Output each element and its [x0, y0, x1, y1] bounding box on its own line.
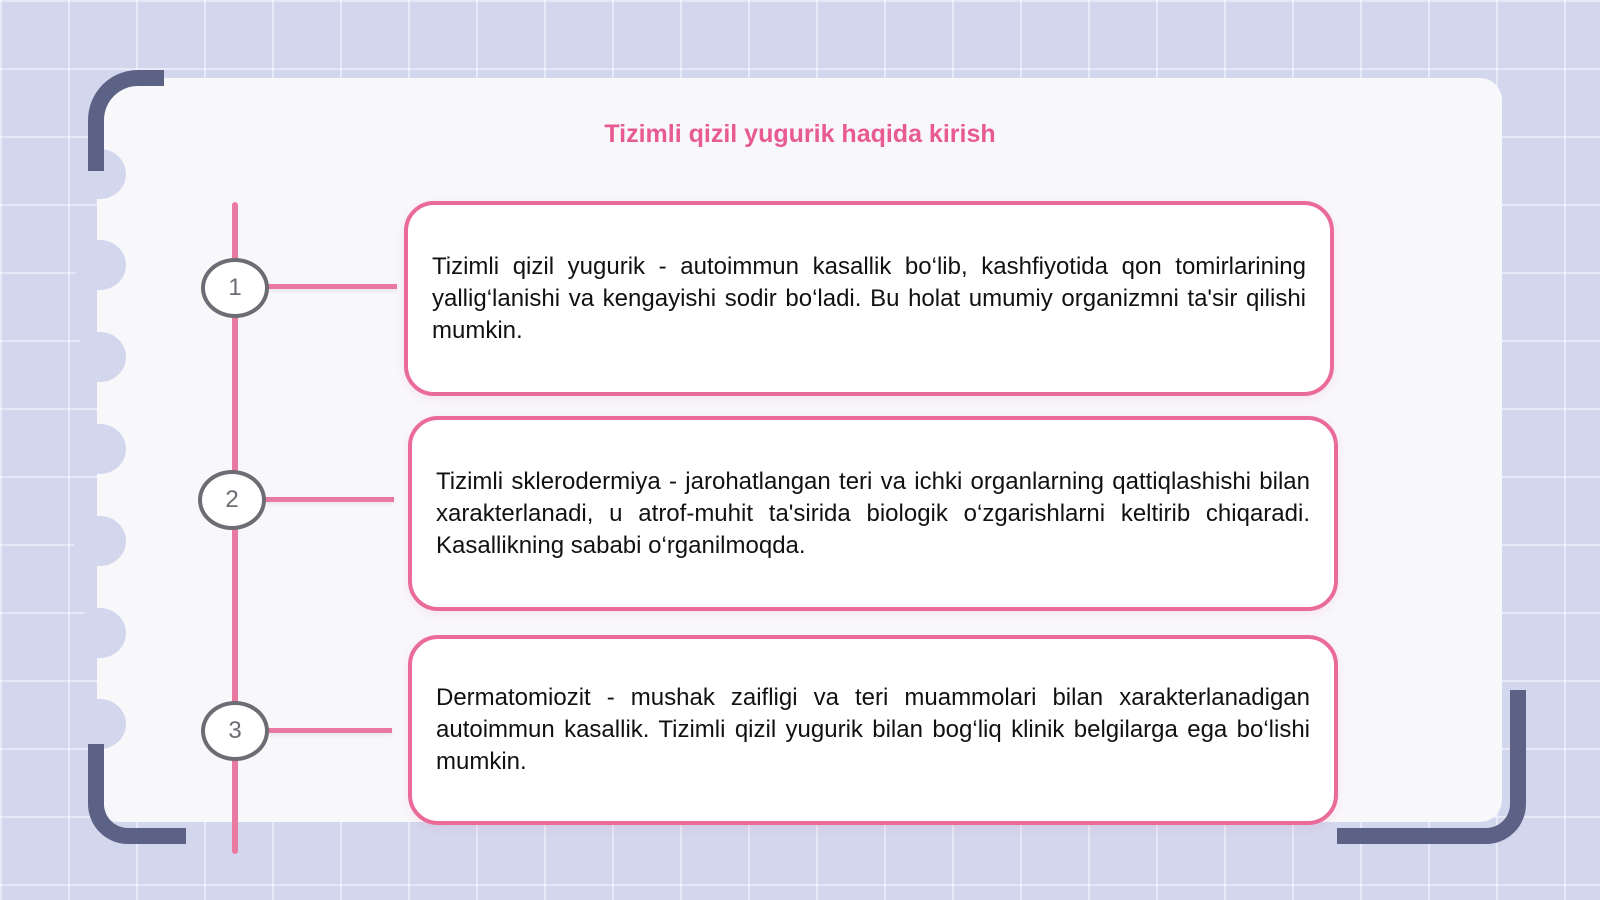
notebook-hole [74, 332, 126, 382]
timeline-connector [266, 284, 397, 289]
info-card-3 [408, 635, 1338, 825]
card-text: Tizimli sklerodermiya - jarohatlangan teri va ichki organlarning qattiqlashishi bilan xarakterlanadi, u atrof-muhit ta'sirida biologik o‘zgarishlarni keltirib chiqaradi. Kasallikning sababi o‘rganilmoqda. [436, 467, 1310, 559]
info-card-2 [408, 416, 1338, 611]
notebook-hole [74, 424, 126, 474]
notebook-hole [74, 608, 126, 658]
corner-bracket-bottom-left [88, 744, 186, 844]
notebook-hole [74, 240, 126, 290]
card-text: Dermatomiozit - mushak zaifligi va teri muammolari bilan xarakterlanadigan autoimmun kasallik. Tizimli qizil yugurik bilan bog‘liq klinik belgilarga ega bo‘lishi mumkin. [436, 684, 1310, 775]
timeline-connector [266, 728, 392, 733]
notebook-hole [74, 516, 126, 566]
step-marker-1 [201, 258, 269, 318]
info-card-1 [404, 201, 1334, 396]
step-number: 1 [228, 274, 242, 301]
notebook-hole [74, 699, 126, 749]
timeline-connector [263, 497, 394, 502]
step-number: 2 [225, 486, 239, 513]
slide-title: Tizimli qizil yugurik haqida kirish [604, 120, 996, 148]
step-marker-3 [201, 701, 269, 761]
step-number: 3 [228, 717, 242, 744]
step-marker-2 [198, 470, 266, 530]
corner-bracket-bottom-right [1337, 690, 1526, 844]
card-text: Tizimli qizil yugurik - autoimmun kasallik bo‘lib, kashfiyotida qon tomirlarining yallig‘lanishi va kengayishi sodir bo‘ladi. Bu holat umumiy organizmni ta'sir qilishi mumkin. [432, 252, 1306, 344]
